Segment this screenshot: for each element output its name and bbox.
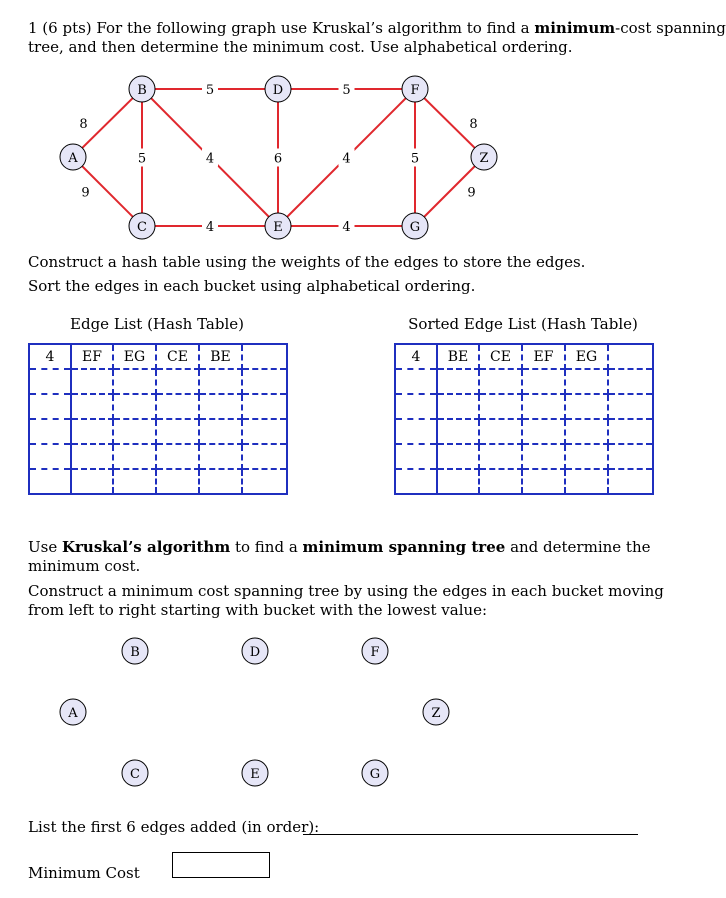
bucket-edge-cell[interactable] bbox=[71, 444, 113, 469]
bucket-edge-cell[interactable] bbox=[242, 444, 287, 469]
answer-node-C[interactable] bbox=[122, 760, 148, 786]
bucket-weight-cell[interactable] bbox=[29, 394, 71, 419]
answer-node-Z[interactable] bbox=[423, 699, 449, 725]
bucket-weight-cell[interactable] bbox=[395, 444, 437, 469]
bucket-edge-cell[interactable] bbox=[522, 369, 565, 394]
edge-weight-label: 8 bbox=[79, 117, 88, 132]
edge-weight-label: 9 bbox=[467, 185, 476, 201]
bucket-edge-cell[interactable] bbox=[608, 344, 653, 369]
first-edges-answer-line[interactable] bbox=[303, 816, 638, 835]
hash-row bbox=[29, 469, 287, 494]
node-E bbox=[265, 213, 291, 239]
hash-row bbox=[395, 344, 653, 369]
node-G bbox=[402, 213, 428, 239]
bucket-edge-cell[interactable] bbox=[479, 469, 522, 494]
bucket-edge-cell[interactable] bbox=[565, 369, 608, 394]
node-label: C bbox=[137, 220, 147, 235]
bucket-edge-cell[interactable] bbox=[156, 444, 199, 469]
bucket-edge-cell[interactable] bbox=[113, 469, 156, 494]
bucket-weight-cell[interactable] bbox=[29, 419, 71, 444]
bucket-edge-cell[interactable] bbox=[437, 369, 479, 394]
bucket-edge-cell[interactable] bbox=[242, 369, 287, 394]
kruskal-instruction-2: Construct a minimum cost spanning tree by using the edges in each bucket moving from left to right starting with bucket with the lowest value: bbox=[28, 582, 664, 619]
bucket-edge-cell[interactable] bbox=[565, 444, 608, 469]
answer-node-A[interactable] bbox=[60, 699, 86, 725]
first-edges-label: List the first 6 edges added (in order): bbox=[28, 818, 320, 836]
bucket-weight-cell[interactable] bbox=[395, 394, 437, 419]
min-cost-label: Minimum Cost bbox=[28, 864, 140, 882]
answer-node-B[interactable] bbox=[122, 638, 148, 664]
bucket-edge-cell[interactable]: EG bbox=[113, 344, 156, 369]
edge-weight-label: 5 bbox=[410, 151, 420, 167]
edge-weight-label: 5 bbox=[137, 151, 147, 167]
edge-EG bbox=[278, 217, 415, 235]
edge-BD bbox=[142, 80, 278, 98]
node-label: Z bbox=[431, 706, 441, 721]
edge-FG bbox=[407, 89, 423, 226]
edge-weight-label: 6 bbox=[273, 151, 283, 167]
question-line-1: 1 (6 pts) For the following graph use Kruskal’s algorithm to find a minimum-cost spanning bbox=[28, 19, 726, 37]
bucket-edge-cell[interactable] bbox=[156, 469, 199, 494]
bucket-edge-cell[interactable] bbox=[242, 419, 287, 444]
bucket-weight-cell[interactable] bbox=[395, 369, 437, 394]
bucket-weight-cell[interactable]: 4 bbox=[395, 344, 437, 369]
hash-row bbox=[395, 469, 653, 494]
bucket-edge-cell[interactable] bbox=[565, 394, 608, 419]
bucket-edge-cell[interactable] bbox=[522, 394, 565, 419]
edge-BC bbox=[134, 89, 150, 226]
bucket-edge-cell[interactable]: BE bbox=[437, 344, 479, 369]
hash-row bbox=[395, 419, 653, 444]
min-cost-answer-box[interactable] bbox=[172, 852, 270, 878]
edge-list-hash-table bbox=[28, 343, 288, 495]
edge-weight-label: 4 bbox=[342, 220, 351, 235]
bucket-edge-cell[interactable] bbox=[479, 419, 522, 444]
edge-weight-label: 5 bbox=[205, 83, 215, 98]
bucket-edge-cell[interactable] bbox=[156, 394, 199, 419]
hash-row bbox=[29, 394, 287, 419]
node-label: A bbox=[68, 706, 78, 721]
node-Z bbox=[471, 144, 497, 170]
edge-AB bbox=[73, 89, 142, 157]
hash-instruction-1: Construct a hash table using the weights of the edges to store the edges. bbox=[28, 253, 586, 271]
edge-weight-label: 9 bbox=[81, 185, 90, 201]
node-label: F bbox=[410, 83, 420, 98]
hash-instruction-2: Sort the edges in each bucket using alphabetical ordering. bbox=[28, 277, 476, 295]
bucket-edge-cell[interactable] bbox=[608, 394, 653, 419]
bucket-edge-cell[interactable] bbox=[113, 444, 156, 469]
bucket-edge-cell[interactable] bbox=[608, 419, 653, 444]
edge-weight-label: 4 bbox=[205, 151, 215, 167]
hash-row bbox=[29, 444, 287, 469]
node-F bbox=[402, 76, 428, 102]
node-label: B bbox=[137, 83, 147, 98]
bucket-edge-cell[interactable] bbox=[522, 419, 565, 444]
node-label: C bbox=[130, 767, 140, 782]
bucket-edge-cell[interactable] bbox=[113, 419, 156, 444]
bucket-edge-cell[interactable] bbox=[156, 369, 199, 394]
edge-CE bbox=[142, 217, 278, 235]
question-line-2: tree, and then determine the minimum cost. Use alphabetical ordering. bbox=[28, 38, 573, 56]
bucket-weight-cell[interactable] bbox=[395, 419, 437, 444]
bucket-edge-cell[interactable] bbox=[565, 469, 608, 494]
bucket-edge-cell[interactable] bbox=[565, 419, 608, 444]
edge-DF bbox=[278, 80, 415, 98]
edge-weight-label: 4 bbox=[205, 220, 215, 235]
weighted-graph bbox=[0, 70, 698, 240]
node-B bbox=[129, 76, 155, 102]
bucket-edge-cell[interactable] bbox=[437, 469, 479, 494]
bucket-edge-cell[interactable] bbox=[71, 419, 113, 444]
edge-weight-label: 8 bbox=[469, 117, 478, 132]
bucket-edge-cell[interactable] bbox=[156, 419, 199, 444]
node-label: E bbox=[273, 220, 283, 235]
bucket-edge-cell[interactable] bbox=[608, 469, 653, 494]
hash-row bbox=[29, 369, 287, 394]
node-label: G bbox=[409, 220, 421, 235]
bucket-edge-cell[interactable]: EF bbox=[71, 344, 113, 369]
answer-node-F[interactable] bbox=[362, 638, 388, 664]
node-label: D bbox=[272, 83, 284, 98]
answer-node-G[interactable] bbox=[362, 760, 388, 786]
bucket-edge-cell[interactable] bbox=[608, 444, 653, 469]
sorted-edge-list-hash-table bbox=[394, 343, 654, 495]
node-label: E bbox=[250, 767, 260, 782]
bucket-edge-cell[interactable] bbox=[71, 469, 113, 494]
question-bold-minimum: minimum bbox=[534, 19, 616, 37]
hash-row bbox=[395, 369, 653, 394]
edge-weight-label: 4 bbox=[342, 151, 351, 167]
left-table-caption: Edge List (Hash Table) bbox=[70, 315, 244, 333]
bucket-edge-cell[interactable] bbox=[199, 419, 242, 444]
bucket-edge-cell[interactable] bbox=[199, 444, 242, 469]
bucket-edge-cell[interactable] bbox=[437, 394, 479, 419]
node-label: D bbox=[249, 645, 261, 660]
bucket-edge-cell[interactable] bbox=[437, 419, 479, 444]
bucket-weight-cell[interactable]: 4 bbox=[29, 344, 71, 369]
hash-row bbox=[29, 419, 287, 444]
node-label: Z bbox=[479, 151, 489, 166]
bucket-edge-cell[interactable] bbox=[199, 394, 242, 419]
bucket-edge-cell[interactable] bbox=[479, 369, 522, 394]
node-C bbox=[129, 213, 155, 239]
bucket-edge-cell[interactable]: CE bbox=[479, 344, 522, 369]
node-A bbox=[60, 144, 86, 170]
answer-node-E[interactable] bbox=[242, 760, 268, 786]
bucket-edge-cell[interactable] bbox=[437, 444, 479, 469]
node-D bbox=[265, 76, 291, 102]
bucket-edge-cell[interactable] bbox=[199, 469, 242, 494]
bucket-weight-cell[interactable] bbox=[29, 369, 71, 394]
edge-weight-label: 5 bbox=[342, 83, 351, 98]
right-table-caption: Sorted Edge List (Hash Table) bbox=[408, 315, 638, 333]
bucket-edge-cell[interactable] bbox=[522, 469, 565, 494]
bucket-edge-cell[interactable] bbox=[479, 444, 522, 469]
hash-row bbox=[395, 394, 653, 419]
bucket-edge-cell[interactable] bbox=[242, 469, 287, 494]
edge-DE bbox=[270, 89, 286, 226]
bucket-weight-cell[interactable] bbox=[29, 469, 71, 494]
edge-FZ bbox=[415, 89, 484, 157]
node-label: G bbox=[369, 767, 381, 782]
bucket-edge-cell[interactable] bbox=[71, 394, 113, 419]
bucket-edge-cell[interactable] bbox=[242, 394, 287, 419]
edge-BE bbox=[142, 89, 278, 226]
node-label: A bbox=[68, 151, 78, 166]
node-label: B bbox=[130, 645, 140, 660]
bucket-weight-cell[interactable] bbox=[29, 444, 71, 469]
bucket-edge-cell[interactable] bbox=[199, 369, 242, 394]
edge-GZ bbox=[415, 157, 484, 226]
edge-AC bbox=[73, 157, 142, 226]
hash-row bbox=[29, 344, 287, 369]
answer-node-D[interactable] bbox=[242, 638, 268, 664]
hash-row bbox=[395, 444, 653, 469]
bucket-edge-cell[interactable]: EF bbox=[522, 344, 565, 369]
bucket-weight-cell[interactable] bbox=[395, 469, 437, 494]
node-label: F bbox=[370, 645, 380, 660]
bucket-edge-cell[interactable]: BE bbox=[199, 344, 242, 369]
edge-EF bbox=[278, 89, 415, 226]
bucket-edge-cell[interactable] bbox=[71, 369, 113, 394]
bucket-edge-cell[interactable]: EG bbox=[565, 344, 608, 369]
bucket-edge-cell[interactable]: CE bbox=[156, 344, 199, 369]
bucket-edge-cell[interactable] bbox=[479, 394, 522, 419]
bucket-edge-cell[interactable] bbox=[522, 444, 565, 469]
bucket-edge-cell[interactable] bbox=[113, 394, 156, 419]
bucket-edge-cell[interactable] bbox=[113, 369, 156, 394]
answer-graph[interactable] bbox=[0, 630, 698, 790]
kruskal-instruction-1: Use Kruskal’s algorithm to find a minimum spanning tree and determine the minimum cost. bbox=[28, 538, 651, 575]
bucket-edge-cell[interactable] bbox=[242, 344, 287, 369]
bucket-edge-cell[interactable] bbox=[608, 369, 653, 394]
